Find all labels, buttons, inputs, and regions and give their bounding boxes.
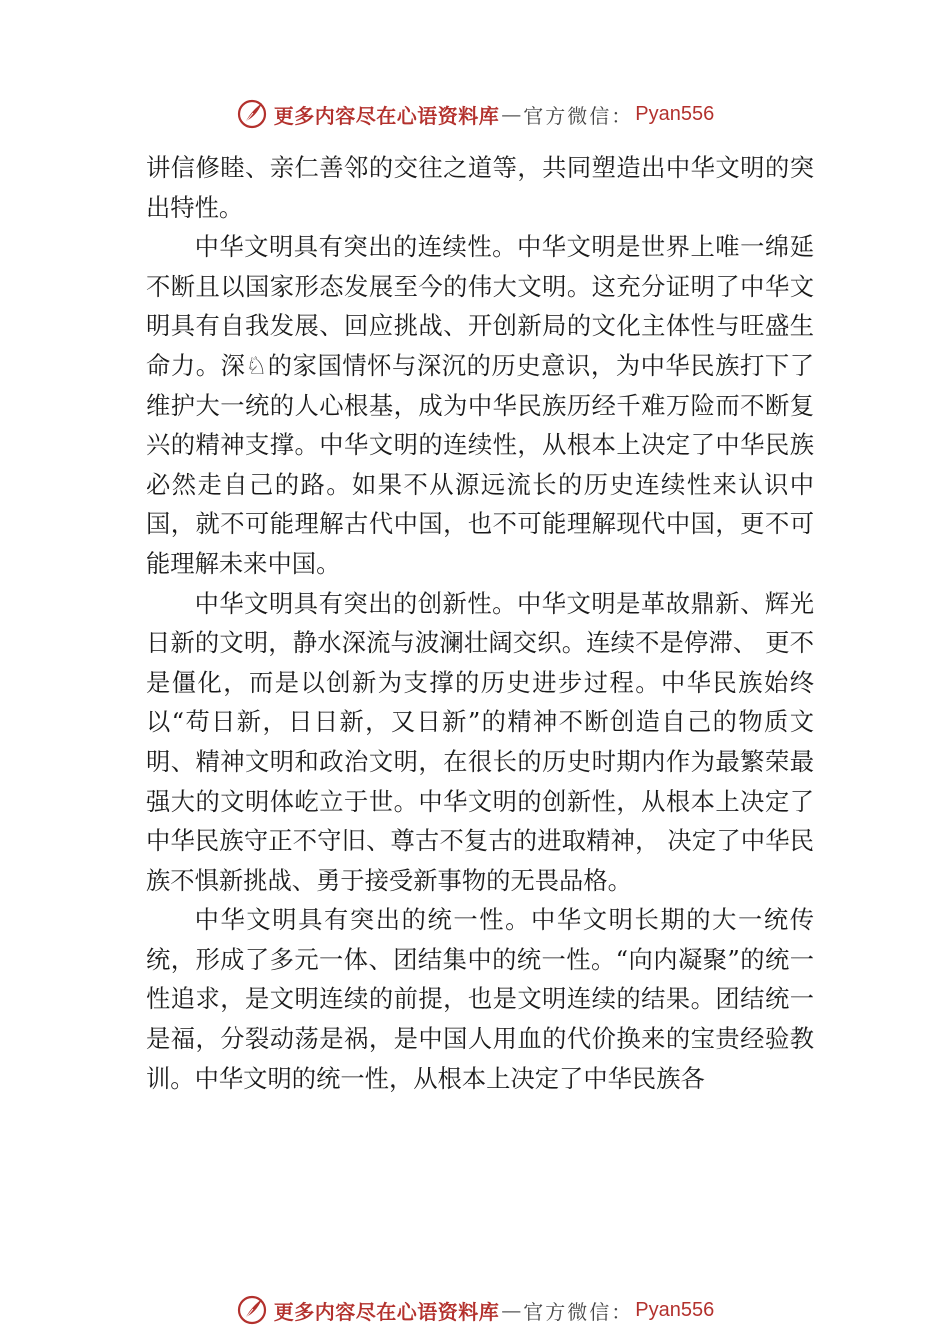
header-wechat-label: 官方微信： xyxy=(523,103,634,128)
footer-banner xyxy=(0,1290,950,1330)
header-wechat-id: Pyan556 xyxy=(635,102,715,125)
paragraph-innovation: 中华文明具有突出的创新性。中华文明是革故鼎新、辉光日新的文明，静水深流与波澜壮阔交织。连续不是停滞、 更不是僵化，而是以创新为支撑的历史进步过程。中华民族始终以“苟日新，日日新，又日新”的精神不断创造自己的物质文明、精神文明和政治文明，在很长的历史时期内作为最繁荣最强大的文明体屹立于世。中华文明的创新性，从根本上决定了中华民族守正不守旧、尊古不复古的进取精神， 决定了中华民族不惧新挑战、勇于接受新事物的无畏品格。 xyxy=(146,588,814,895)
paragraph-unity: 中华文明具有突出的统一性。中华文明长期的大一统传统，形成了多元一体、团结集中的统一性。“向内凝聚”的统一性追求，是文明连续的前提，也是文明连续的结果。团结统一是福，分裂动荡是祸，是中国人用血的代价换来的宝贵经验教训。中华文明的统一性，从根本上决定了中华民族各 xyxy=(146,905,814,1093)
header-brand-text: 更多内容尽在心语资料库 xyxy=(273,103,500,128)
paragraph-continuation: 讲信修睦、亲仁善邻的交往之道等，共同塑造出中华文明的突出特性。 xyxy=(146,153,814,222)
header-banner xyxy=(0,94,950,134)
footer-brand-text: 更多内容尽在心语资料库 xyxy=(273,1299,500,1324)
quill-logo-icon xyxy=(236,98,268,130)
header-dash: — xyxy=(501,102,522,126)
document-body xyxy=(146,148,814,1098)
footer-wechat-id: Pyan556 xyxy=(635,1298,715,1321)
paragraph-continuity: 中华文明具有突出的连续性。中华文明是世界上唯一绵延不断且以国家形态发展至今的伟大文明。这充分证明了中华文明具有自我发展、回应挑战、开创新局的文化主体性与旺盛生命力。深♘的家国情怀与深沉的历史意识，为中华民族打下了维护大一统的人心根基，成为中华民族历经千难万险而不断复兴的精神支撑。中华文明的连续性，从根本上决定了中华民族必然走自己的路。如果不从源远流长的历史连续性来认识中国，就不可能理解古代中国，也不可能理解现代中国，更不可能理解未来中国。 xyxy=(146,232,814,578)
footer-wechat-label: 官方微信： xyxy=(523,1299,634,1324)
footer-dash: — xyxy=(501,1298,522,1322)
quill-logo-icon xyxy=(236,1294,268,1326)
